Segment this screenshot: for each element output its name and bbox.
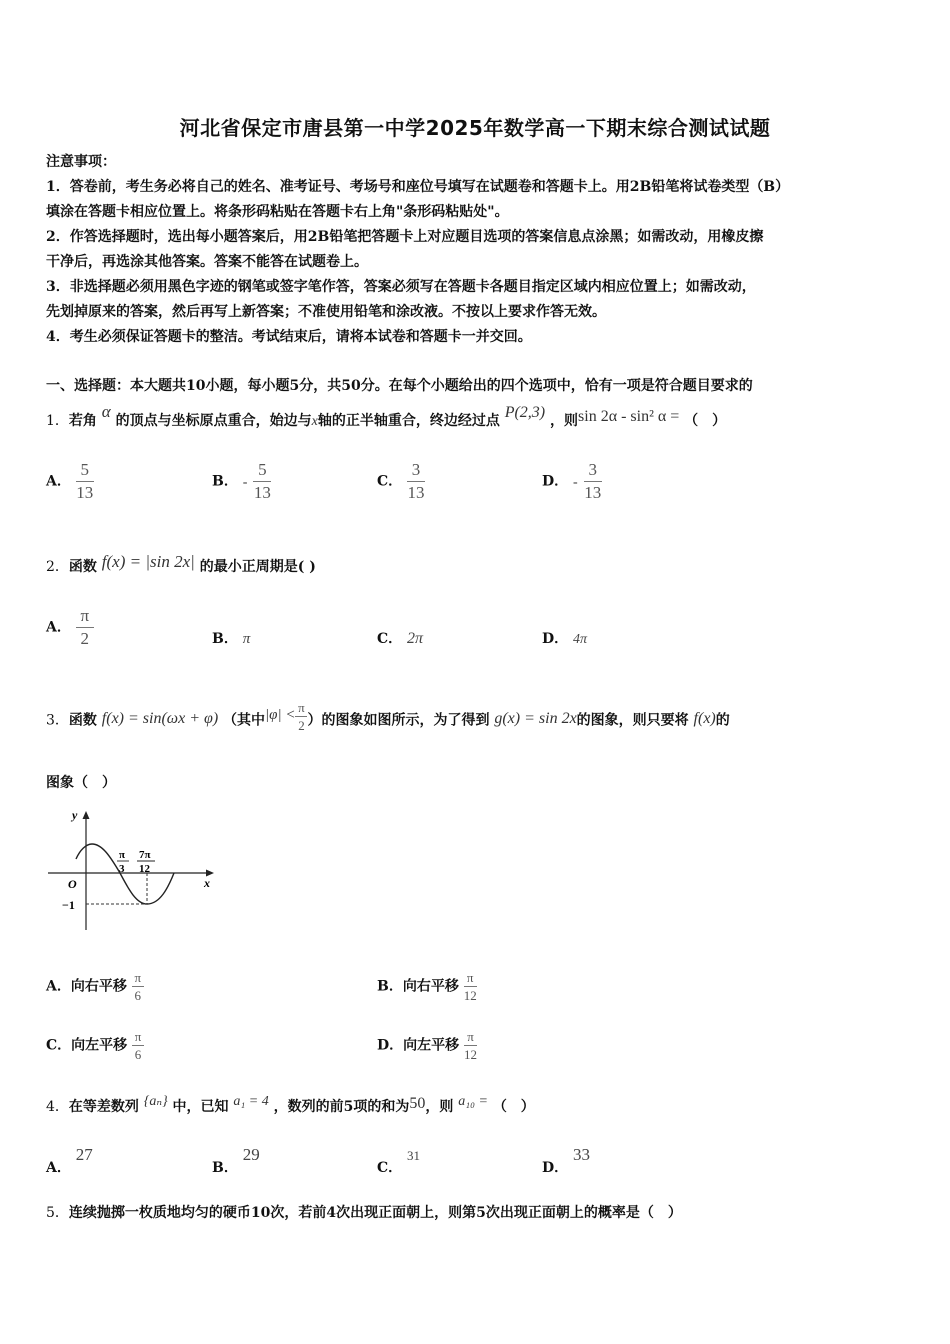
q1-point: P(2,3): [504, 404, 546, 421]
q2-option-b[interactable]: [212, 628, 250, 648]
q3-text: 函数: [68, 712, 97, 729]
option-value: π: [242, 631, 251, 647]
option-label: B．: [212, 631, 238, 647]
x-axis-label: x: [204, 876, 210, 890]
notice-line: 2．作答选择题时，选出每小题答案后，用2B铅笔把答题卡上对应题目选项的答案信息点涂黑；如需改动，用橡皮擦: [46, 229, 764, 245]
q1-x: x: [311, 414, 318, 429]
y-axis-arrow: [83, 811, 90, 819]
option-label: D．: [542, 473, 569, 490]
q3-expression-fx: f(x): [693, 709, 716, 727]
question-number: 3．: [46, 712, 69, 729]
option-fraction: $\frac{\pi}{6}$: [132, 970, 144, 1003]
q3-condition: |φ| <: [265, 706, 296, 723]
question-number: 1．: [46, 413, 69, 429]
question-number: 4．: [46, 1099, 69, 1115]
option-fraction: $\frac{\pi}{12}$: [463, 970, 477, 1003]
q2-expression: f(x) = |sin 2x|: [101, 552, 195, 571]
option-label: C．: [377, 631, 403, 647]
option-fraction: $\frac{5}{13}$: [253, 460, 271, 502]
notice-heading: 注意事项：: [46, 154, 116, 170]
q3-function-graph: [44, 806, 220, 936]
option-text: 向右平移: [70, 978, 127, 995]
q4-paren: （ ）: [492, 1099, 535, 1115]
question-5: [46, 1203, 682, 1223]
q3-option-d[interactable]: [377, 1029, 477, 1062]
q1-text: 若角: [68, 413, 97, 429]
tick1-numerator: π: [119, 849, 126, 861]
option-sign: -: [242, 474, 248, 490]
q1-option-c[interactable]: [377, 460, 425, 503]
q3-option-b[interactable]: [377, 970, 477, 1003]
option-value: 2π: [407, 630, 424, 647]
q3-expression-f: f(x) = sin(ωx + φ): [101, 709, 219, 727]
q4-text: 在等差数列: [68, 1099, 139, 1115]
q4-option-b[interactable]: [212, 1145, 260, 1176]
notice-line: 3．非选择题必须用黑色字迹的钢笔或签字笔作答，答案必须写在答题卡各题目指定区域内相应位置上；如需改动，: [46, 279, 756, 295]
q4-target: a₁₀ =: [458, 1094, 488, 1109]
option-value: 31: [407, 1148, 421, 1163]
q1-alpha: α: [101, 402, 111, 421]
option-fraction: $\frac{\pi}{6}$: [132, 1029, 144, 1062]
option-text: 向左平移: [403, 1037, 460, 1054]
notice-line: 4．考生必须保证答题卡的整洁。考试结束后，请将本试卷和答题卡一并交回。: [46, 329, 532, 345]
option-value: 4π: [573, 632, 588, 647]
option-label: D．: [542, 1160, 569, 1176]
y-axis-label: y: [72, 808, 78, 822]
q4-text: 中，已知: [172, 1099, 229, 1115]
q3-expression-g: g(x) = sin 2x: [494, 709, 577, 727]
option-label: D．: [377, 1037, 404, 1054]
option-value: 27: [75, 1145, 93, 1164]
q4-text: ，数列的前5项的和为: [273, 1099, 410, 1115]
option-value: 33: [573, 1145, 591, 1164]
q4-given: a₁ = 4: [233, 1094, 269, 1109]
question-number: 5．: [46, 1205, 69, 1221]
option-fraction: $\frac{3}{13}$: [584, 460, 602, 502]
option-label: A．: [46, 978, 71, 995]
q5-text: 连续抛掷一枚质地均匀的硬币10次，若前4次出现正面朝上，则第5次出现正面朝上的概率是（ ）: [68, 1205, 682, 1221]
option-label: B．: [212, 1160, 238, 1176]
q1-option-d[interactable]: [542, 460, 602, 503]
notice-line: 干净后，再选涂其他答案。答案不能答在试题卷上。: [46, 254, 368, 270]
tick2-denominator: 12: [139, 863, 150, 875]
q2-text: 函数: [68, 559, 97, 575]
q2-option-a[interactable]: [46, 606, 94, 649]
q4-option-c[interactable]: [377, 1145, 421, 1176]
q3-text: 的图象，则只要将: [576, 712, 689, 729]
section-heading: 一、选择题：本大题共10小题，每小题5分，共50分。在每个小题给出的四个选项中，恰有一项是符合题目要求的: [46, 378, 753, 394]
option-sign: -: [573, 474, 578, 490]
q1-text: 轴的正半轴重合，终边经过点: [317, 413, 500, 429]
q3-text: （其中: [223, 712, 266, 729]
option-fraction: $\frac{\pi}{12}$: [464, 1029, 478, 1062]
q1-text: ，则: [550, 413, 579, 429]
question-1: [46, 402, 727, 432]
q4-option-d[interactable]: [542, 1145, 591, 1176]
option-label: C．: [377, 473, 403, 490]
q3-condition-fraction: $\frac{\pi}{2}$: [295, 700, 307, 733]
option-label: B．: [212, 473, 238, 490]
option-label: A．: [46, 473, 71, 490]
q1-option-b[interactable]: [212, 460, 271, 503]
question-4: [46, 1094, 535, 1118]
q3-option-c[interactable]: [46, 1029, 144, 1062]
question-number: 2．: [46, 559, 69, 575]
q4-sequence: {aₙ}: [143, 1094, 168, 1109]
q1-expression: sin 2α - sin² α =: [578, 408, 680, 425]
question-2: [46, 552, 316, 577]
q3-text-line2: 图象（ ）: [46, 775, 116, 791]
option-label: C．: [46, 1037, 72, 1054]
q2-option-c[interactable]: [377, 628, 423, 648]
option-label: A．: [46, 1160, 71, 1176]
option-fraction: $\frac{\pi}{2}$: [76, 606, 94, 649]
q1-option-a[interactable]: [46, 460, 94, 503]
option-value: 29: [242, 1145, 260, 1164]
page-title: 河北省保定市唐县第一中学2025年数学高一下期末综合测试试题: [179, 116, 771, 140]
q1-text: 的顶点与坐标原点重合，始边与: [115, 413, 312, 429]
q4-option-a[interactable]: [46, 1145, 93, 1176]
q4-sum: 50: [409, 1095, 426, 1112]
q3-text: ）的图象如图所示，为了得到: [307, 712, 490, 729]
tick2-numerator: 7π: [139, 849, 151, 861]
q2-option-d[interactable]: [542, 628, 587, 648]
q3-option-a[interactable]: [46, 970, 144, 1003]
y-min-label: −1: [62, 898, 75, 912]
option-fraction: $\frac{5}{13}$: [76, 460, 94, 502]
origin-label: O: [68, 877, 77, 891]
q1-paren: （ ）: [684, 413, 727, 429]
option-label: D．: [542, 631, 569, 647]
option-label: B．: [377, 978, 403, 995]
option-label: C．: [377, 1160, 403, 1176]
option-label: A．: [46, 619, 71, 636]
question-3: [46, 700, 730, 737]
option-text: 向左平移: [71, 1037, 128, 1054]
option-text: 向右平移: [402, 978, 459, 995]
q2-text: 的最小正周期是( ): [199, 559, 316, 575]
q3-text: 的: [715, 712, 730, 729]
q4-text: ，则: [425, 1099, 454, 1115]
option-fraction: $\frac{3}{13}$: [407, 460, 425, 502]
notice-line: 先划掉原来的答案，然后再写上新答案；不准使用铅笔和涂改液。不按以上要求作答无效。: [46, 304, 606, 320]
tick1-denominator: 3: [119, 863, 125, 875]
notice-line: 填涂在答题卡相应位置上。将条形码粘贴在答题卡右上角"条形码粘贴处"。: [46, 204, 509, 220]
notice-line: 1．答卷前，考生务必将自己的姓名、准考证号、考场号和座位号填写在试题卷和答题卡上。用2B铅笔将试卷类型（B）: [46, 179, 790, 195]
